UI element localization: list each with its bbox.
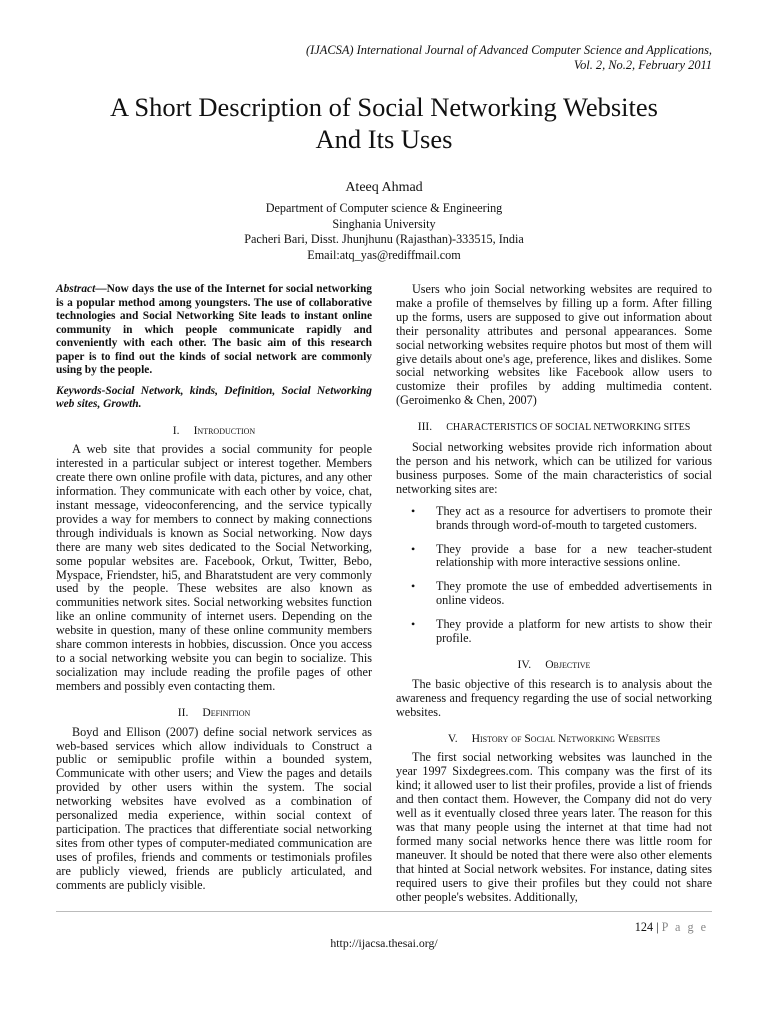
author-block (40, 180, 728, 263)
section-title: History of Social Networking Websites (471, 731, 661, 745)
profile-paragraph: Users who join Social networking websites are required to make a profile of themselves by filling up a form. After filling up the forms, users are supposed to give out information about their personality attributes and personal appearances. Some social networking websites require photos but most of them will give details about one's age, preference, likes and dislikes. Some social networking websites like Facebook allow users to customize their profiles by adding multimedia content. (Geroimenko & Chen, 2007) (396, 282, 712, 408)
left-column (56, 283, 372, 893)
right-column (396, 283, 712, 904)
abstract-label: Abstract (56, 283, 96, 295)
footer-url[interactable]: http://ijacsa.thesai.org/ (330, 936, 438, 950)
section-heading-objective (396, 658, 712, 672)
keywords: Keywords-Social Network, kinds, Definition, Social Networking web sites, Growth. (56, 384, 372, 410)
page-number-value: 124 (634, 920, 654, 934)
bullet-icon: • (411, 541, 416, 556)
section-title: CHARACTERISTICS OF SOCIAL NETWORKING SITES (446, 422, 691, 434)
journal-header-line2: Vol. 2, No.2, February 2011 (573, 58, 712, 72)
footer-divider (56, 911, 712, 912)
author-email[interactable]: Email:atq_yas@rediffmail.com (307, 247, 461, 262)
journal-header (112, 43, 712, 73)
section-heading-introduction (56, 424, 372, 438)
definition-paragraph: Boyd and Ellison (2007) define social network services as web-based services which allow individuals to Construct a public or semipublic profile within a bounded system, Communicate with other users; and View the pages and details provided by other users within the system. The social networking websites have evolved as a combination of personalized media experience, within social context of participation. The practices that differentiate social networking sites from other types of computer-mediated communication are uses of profiles, friends and comments or testimonials profiles are publicly viewed, friends are publicly articulated, and comments are publicly visible. (56, 724, 372, 892)
section-number: III. (417, 420, 433, 434)
page-number-separator: | (656, 920, 659, 934)
characteristics-paragraph: Social networking websites provide rich information about the person and his network, which can be utilized for various business purposes. Some of the main characteristics of social networking sites are: (396, 440, 712, 496)
section-heading-history (396, 732, 712, 746)
author-address: Pacheri Bari, Disst. Jhunjhunu (Rajasthan)-333515, India (244, 232, 524, 247)
section-number: V. (447, 731, 458, 745)
list-item-text: They provide a platform for new artists to show their profile. (436, 617, 712, 646)
abstract (56, 283, 372, 378)
characteristics-list (396, 505, 712, 646)
introduction-paragraph: A web site that provides a social community for people interested in a particular subject or interest together. Members create there own online profile with data, pictures, and any other information. They communicate with each other by voice, chat, instant message, videoconferencing, and the service typically provides a way for members to connect by making connections through individuals is known as Social networking. Now days there are many web sites dedicated to the Social Networking, some popular websites are. Facebook, Orkut, Twitter, Bebo, Myspace, Friendster, hi5, and Bharatstudent are very commonly used by the people. These websites are also known as communities network sites. Social networking websites function like an online community of internet users. Depending on the website in question, many of these online community members share common interests in hobbies, discussion. Once you access to a social networking website you can begin to socialize. This socialization may include reading the profile pages of other members and possibly even contacting them. (56, 442, 372, 693)
section-title: Introduction (193, 423, 256, 437)
abstract-text: —Now days the use of the Internet for social networking is a popular method among youngsters. The use of collaborative technologies and Social Networking Site leads to instant online community in which people communicate rapidly and conveniently with each other. The basic aim of this research paper is to find out the kinds of social network are commonly using by the people. (56, 283, 372, 376)
author-university: Singhania University (332, 216, 436, 231)
list-item (396, 543, 712, 571)
paper-title-line2: And Its Uses (315, 124, 453, 154)
section-title: Objective (545, 657, 591, 671)
history-paragraph: The first social networking websites was launched in the year 1997 Sixdegrees.com. This company was the first of its kind; it allowed user to list their profiles, provide a list of friends and then contact them. However, the Company did not do very well as it eventually closed three years later. The reason for this was that many people using the internet at that time had not formed many social networks hence there was little room for maneuver. It should be noted that there were also other elements that hinted at Social network websites. For instance, dating sites required users to give their profiles but they could not share other people's websites. Additionally, (396, 750, 712, 904)
author-department: Department of Computer science & Engineering (265, 201, 503, 216)
section-number: I. (172, 423, 180, 437)
list-item (396, 505, 712, 533)
journal-header-line1: (IJACSA) International Journal of Advanced Computer Science and Applications, (306, 43, 712, 57)
page-label: P a g e (661, 920, 708, 934)
list-item-text: They act as a resource for advertisers to promote their brands through word-of-mouth to targeted customers. (436, 503, 712, 532)
section-number: IV. (517, 657, 532, 671)
bullet-icon: • (411, 579, 416, 594)
list-item-text: They provide a base for a new teacher-student relationship with more interactive sessions online. (436, 541, 712, 570)
bullet-icon: • (411, 503, 416, 518)
list-item-text: They promote the use of embedded advertisements in online videos. (436, 579, 712, 608)
bullet-icon: • (411, 617, 416, 632)
section-number: II. (177, 705, 189, 719)
list-item (396, 580, 712, 608)
section-heading-definition (56, 706, 372, 720)
list-item (396, 618, 712, 646)
paper-title-line1: A Short Description of Social Networking Websites (110, 92, 658, 122)
section-heading-characteristics (396, 420, 712, 435)
paper-title (40, 91, 728, 155)
author-name: Ateeq Ahmad (345, 180, 423, 195)
section-title: Definition (202, 705, 251, 719)
objective-paragraph: The basic objective of this research is to analysis about the awareness and frequency regarding the use of social networking websites. (396, 676, 712, 719)
page-number (635, 920, 708, 935)
